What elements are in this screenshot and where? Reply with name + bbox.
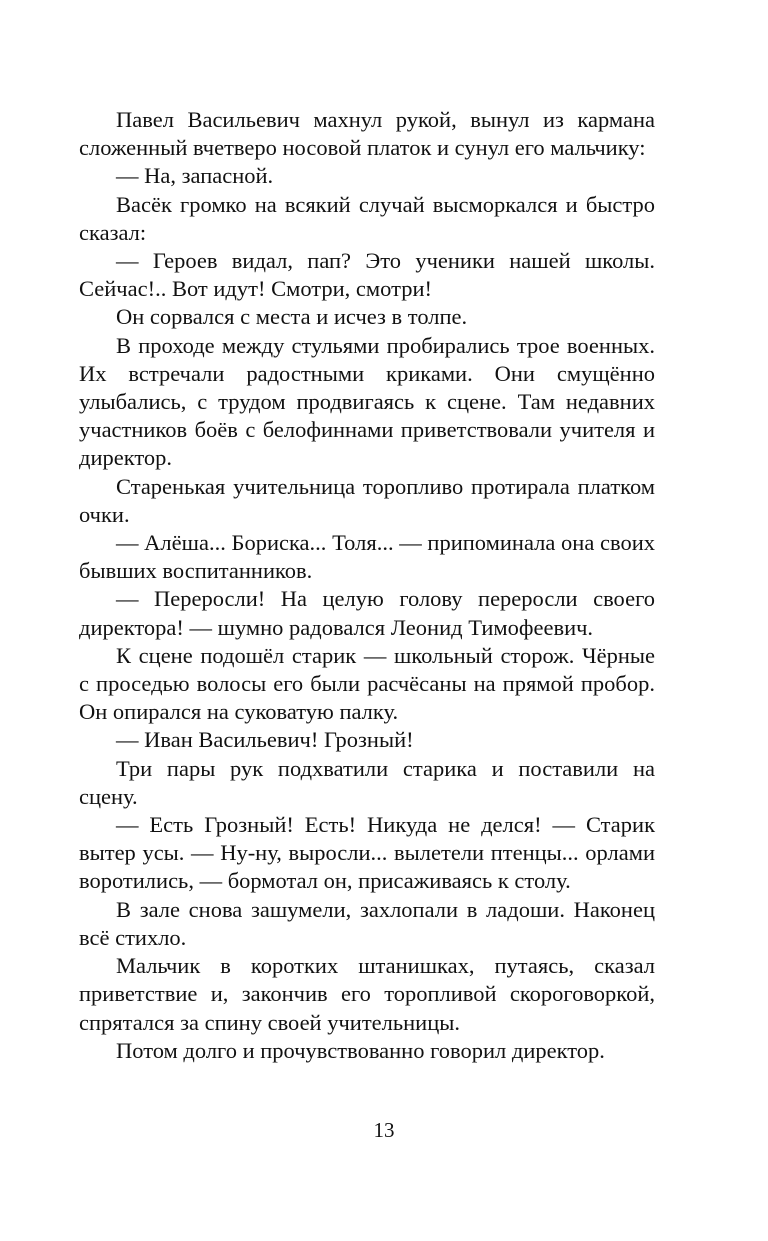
paragraph: В зале снова зашумели, захлопали в ладоши. Наконец всё стихло. — [79, 896, 655, 950]
body-text — [79, 106, 655, 1065]
paragraph: Мальчик в коротких штанишках, путаясь, сказал приветствие и, закончив его торопливой скороговоркой, спрятался за спину своей учительницы. — [79, 953, 655, 1035]
paragraph: Он сорвался с места и исчез в толпе. — [116, 304, 468, 330]
paragraph: — Иван Васильевич! Грозный! — [116, 727, 414, 753]
paragraph: — Алёша... Бориска... Толя... — припоминала она своих бывших воспитанников. — [79, 530, 655, 584]
paragraph: Павел Васильевич махнул рукой, вынул из кармана сложенный вчетверо носовой платок и сунул его мальчику: — [79, 107, 655, 161]
paragraph: — На, запасной. — [116, 163, 274, 189]
paragraph: Васёк громко на всякий случай высморкался и быстро сказал: — [79, 191, 655, 245]
paragraph: Потом долго и прочувствованно говорил директор. — [116, 1037, 605, 1063]
paragraph: Старенькая учительница торопливо протирала платком очки. — [79, 473, 655, 527]
paragraph: Три пары рук подхватили старика и поставили на сцену. — [79, 755, 655, 809]
paragraph: — Переросли! На целую голову переросли своего директора! — шумно радовался Леонид Тимофеевич. — [79, 586, 655, 640]
paragraph: — Есть Грозный! Есть! Никуда не делся! — Старик вытер усы. — Ну-ну, выросли... вылетели птенцы... орлами воротились, — бормотал он, присаживаясь к столу. — [79, 812, 655, 894]
page-number: 13 — [373, 1118, 395, 1142]
paragraph: — Героев видал, пап? Это ученики нашей школы. Сейчас!.. Вот идут! Смотри, смотри! — [79, 248, 655, 302]
paragraph: В проходе между стульями пробирались трое военных. Их встречали радостными криками. Они смущённо улыбались, с трудом продвигаясь к сцене. Там недавних участников боёв с белофиннами приветствовали учителя и директор. — [79, 332, 655, 471]
paragraph: К сцене подошёл старик — школьный сторож. Чёрные с проседью волосы его были расчёсаны на прямой пробор. Он опирался на суковатую палку. — [79, 642, 655, 725]
